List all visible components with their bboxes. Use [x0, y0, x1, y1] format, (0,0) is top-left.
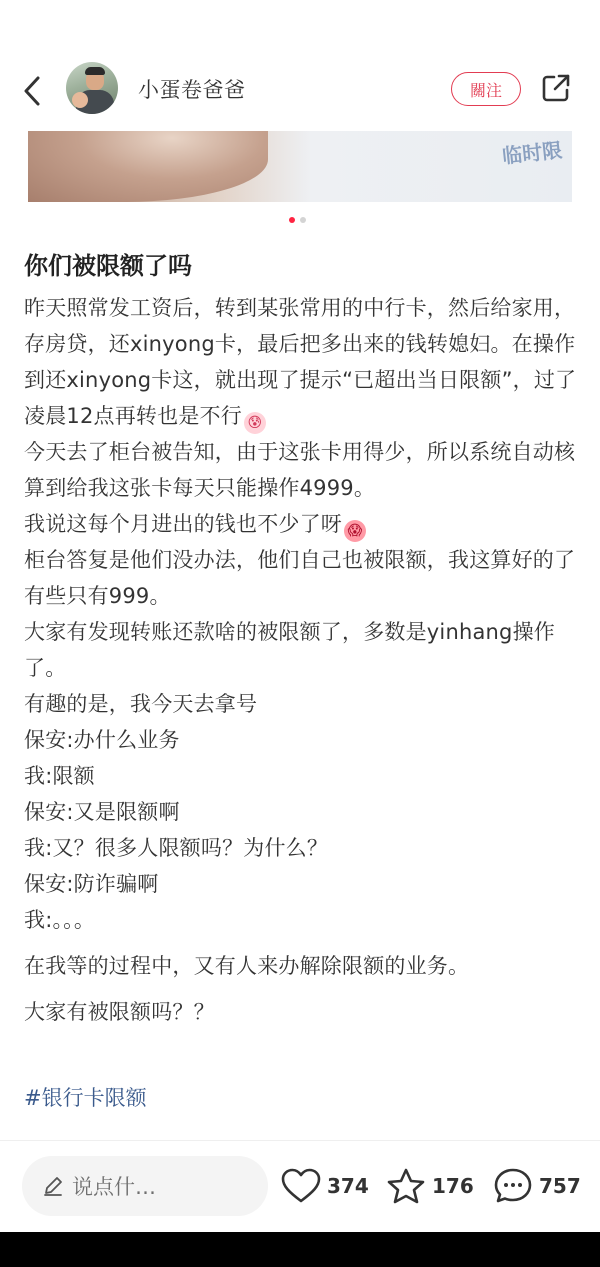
share-icon	[540, 72, 572, 104]
star-icon	[386, 1167, 426, 1205]
comment-input[interactable]	[22, 1156, 268, 1216]
pencil-icon	[42, 1175, 64, 1197]
like-button[interactable]	[281, 1167, 369, 1205]
content-line: 有趣的是，我今天去拿号	[24, 692, 258, 716]
content-line: 柜台答复是他们没办法，他们自己也被限额，我这算好的了有些只有999。	[24, 548, 576, 608]
carousel-indicator	[289, 217, 313, 225]
finger-image-region	[28, 131, 268, 202]
content-line: 今天去了柜台被告知，由于这张卡用得少，所以系统自动核算到给我这张卡每天只能操作4999。	[24, 440, 576, 500]
content-line: 保安:防诈骗啊	[24, 872, 159, 896]
carousel-dot-active	[289, 217, 295, 223]
comment-bubble-icon	[493, 1167, 533, 1205]
content-line: 我:。。。	[24, 908, 96, 932]
image-overlay-text: 临时限	[501, 137, 564, 169]
content-line: 大家有发现转账还款啥的被限额了，多数是yinhang操作了。	[24, 620, 555, 680]
content-text: 我说这每个月进出的钱也不少了呀	[24, 512, 342, 536]
top-bar	[0, 52, 600, 130]
post-title: 你们被限额了吗	[24, 252, 192, 280]
content-text: 昨天照常发工资后，转到某张常用的中行卡，然后给家用，存房贷，还xinyong卡，最后把多出来的钱转媳妇。在操作到还xinyong卡这，就出现了提示“已超出当日限额”，过了凌晨12点再转也是不行	[24, 296, 577, 428]
content-line	[24, 290, 584, 434]
back-chevron-icon	[22, 75, 42, 107]
content-line: 我:限额	[24, 764, 95, 788]
comment-count: 757	[539, 1174, 581, 1198]
avatar-hair-shape	[85, 67, 105, 75]
sweat-face-emoji: 😰	[244, 412, 266, 434]
comment-placeholder: 说点什…	[72, 1175, 156, 1199]
content-line: 在我等的过程中，又有人来办解除限额的业务。	[24, 954, 470, 978]
author-name[interactable]: 小蛋卷爸爸	[138, 78, 246, 102]
avatar-child-shape	[72, 92, 88, 108]
system-navigation-bar	[0, 1232, 600, 1267]
shocked-face-emoji: 😱	[344, 520, 366, 542]
back-button[interactable]	[18, 74, 46, 108]
favorite-button[interactable]	[386, 1167, 474, 1205]
favorite-count: 176	[432, 1174, 474, 1198]
content-line: 大家有被限额吗？？	[24, 1000, 215, 1024]
post-image[interactable]	[28, 131, 572, 202]
avatar[interactable]	[66, 62, 118, 114]
content-line	[24, 506, 584, 542]
like-count: 374	[327, 1174, 369, 1198]
comment-button[interactable]	[493, 1167, 581, 1205]
bottom-action-bar	[0, 1140, 600, 1233]
follow-button[interactable]: 關注	[451, 72, 521, 106]
heart-icon	[281, 1168, 321, 1204]
content-line: 保安:办什么业务	[24, 728, 180, 752]
hashtag-link[interactable]: #银行卡限额	[24, 1086, 147, 1110]
carousel-dot	[300, 217, 306, 223]
content-line: 我:又？很多人限额吗？为什么？	[24, 836, 329, 860]
share-button[interactable]	[540, 72, 572, 104]
content-line: 保安:又是限额啊	[24, 800, 180, 824]
post-content	[24, 290, 584, 1030]
